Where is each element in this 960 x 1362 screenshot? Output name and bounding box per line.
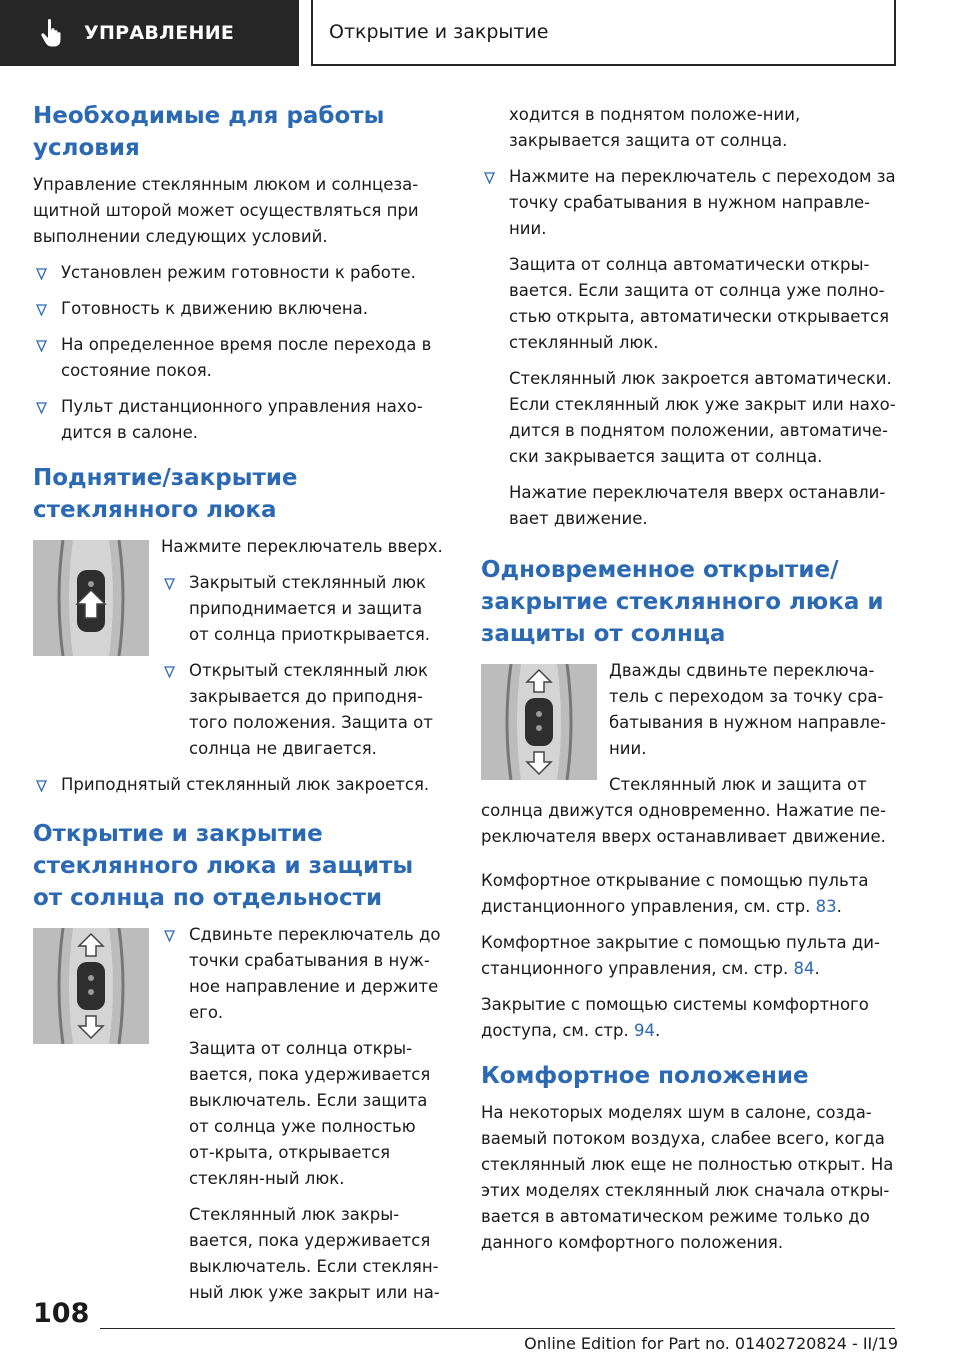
page-link-83[interactable]: 83 [815,897,837,916]
list-item: Приподнятый стеклянный люк закроется. [33,772,443,798]
heading-separate: Открытие и закрытие стеклянного люка и защиты от солнца по отдельности [33,821,414,911]
list-item: Сдвиньте переключатель до точки срабатывания в нуж-ное направление и держите его. [161,922,443,1026]
paragraph-auto-1: Защита от солнца автоматически откры-вается. Если защита от солнца уже полно-стью открыта, автоматически открывается стеклянный люк. [509,255,890,352]
section-tab [0,0,299,66]
list-item: Пульт дистанционного управления нахо-дится в салоне. [33,394,443,446]
paragraph-sim-2b: солнца движутся одновременно. Нажатие пе-реключателя вверх останавливает движение. [481,801,887,846]
triangle-bullet-icon [36,402,47,414]
triangle-bullet-icon [36,304,47,316]
triangle-bullet-icon [36,340,47,352]
footer-edition: Online Edition for Part no. 01402720824 - II/19 [524,1334,898,1353]
page-link-84[interactable]: 84 [793,959,815,978]
heading-conditions: Необходимые для работы условия [33,103,385,161]
paragraph-raise: Нажмите переключатель вверх. [161,537,443,556]
triangle-bullet-icon [484,172,495,184]
triangle-bullet-icon [36,268,47,280]
paragraph-sep-2: Стеклянный люк закры-вается, пока удерживается выключатель. Если стеклян-ный люк уже закрыт или на- [189,1205,440,1302]
breadcrumb-label: Открытие и закрытие [329,21,549,43]
page-link-94[interactable]: 94 [634,1021,656,1040]
breadcrumb [311,0,896,66]
paragraph-comfort-open: Комфортное открывание с помощью пульта дистанционного управления, см. стр. 83. [481,871,869,916]
heading-simultaneous: Одновременное открытие/ закрытие стеклянного люка и защиты от солнца [481,557,884,647]
raise-block [33,534,443,772]
paragraph-auto-3: Нажатие переключателя вверх останавли-вает движение. [509,483,886,528]
simultaneous-block [481,658,901,798]
triangle-bullet-icon [164,666,175,678]
paragraph-sim-1: Дважды сдвиньте переключа-тель с переходом за точку сра-батывания в нужном направле-нии. [609,661,887,758]
list-item: Открытый стеклянный люк закрывается до приподня-того положения. Защита от солнца не двигается. [161,658,443,762]
list-item: Нажмите на переключатель с переходом за точку срабатывания в нужном направле-нии. [481,164,901,242]
list-item: Установлен режим готовности к работе. [33,260,443,286]
switch-updown-illustration-icon [33,928,149,1044]
raise-last-list [33,772,443,798]
list-item: Закрытый стеклянный люк приподнимается и защита от солнца приоткрывается. [161,570,443,648]
page-header [0,0,960,66]
section-title: УПРАВЛЕНИЕ [84,22,235,44]
paragraph-comfort-close: Комфортное закрытие с помощью пульта ди-станционного управления, см. стр. 84. [481,933,880,978]
heading-comfort: Комфортное положение [481,1063,809,1089]
simultaneous-text [609,658,901,798]
triangle-bullet-icon [164,578,175,590]
right-column [481,102,901,1266]
heading-raise: Поднятие/закрытие стеклянного люка [33,465,298,523]
paragraph-auto-2: Стеклянный люк закроется автоматически. Если стеклянный люк уже закрыт или нахо-дится в поднятом положении, автоматиче-ски закрывается защита от солнца. [509,369,896,466]
list-item: Готовность к движению включена. [33,296,443,322]
left-column [33,100,443,1316]
separate-block [33,922,443,1316]
paragraph-continued: ходится в поднятом положе-нии, закрывается защита от солнца. [509,105,801,150]
list-item: На определенное время после перехода в состояние покоя. [33,332,443,384]
paragraph-comfort: На некоторых моделях шум в салоне, созда-ваемый потоком воздуха, слабее всего, когда стеклянный люк еще не полностью открыт. На этих моделях стеклянный люк сначала откры-вается в автоматическом режиме только до данного комфортного положения. [481,1103,894,1252]
switch-up-illustration-icon [33,540,149,656]
page-number: 108 [33,1298,90,1329]
separate-text [161,922,443,1316]
hand-pointer-icon [40,18,66,48]
paragraph-conditions: Управление стеклянным люком и солнцеза-щитной шторой может осуществляться при выполнении следующих условий. [33,175,419,246]
paragraph-comfort-access: Закрытие с помощью системы комфортного доступа, см. стр. 94. [481,995,869,1040]
triangle-bullet-icon [36,780,47,792]
raise-text [161,534,443,772]
switch-double-illustration-icon [481,664,597,780]
paragraph-sim-2a: Стеклянный люк и защита от [609,775,867,794]
raise-list [161,570,443,762]
paragraph-sep-1: Защита от солнца откры-вается, пока удерживается выключатель. Если защита от солнца уже полностью от-крыта, открывается стеклян-ный люк. [189,1039,431,1188]
triangle-bullet-icon [164,930,175,942]
auto-list [481,164,901,242]
separate-list [161,922,443,1026]
conditions-list [33,260,443,446]
footer-divider [100,1328,895,1329]
